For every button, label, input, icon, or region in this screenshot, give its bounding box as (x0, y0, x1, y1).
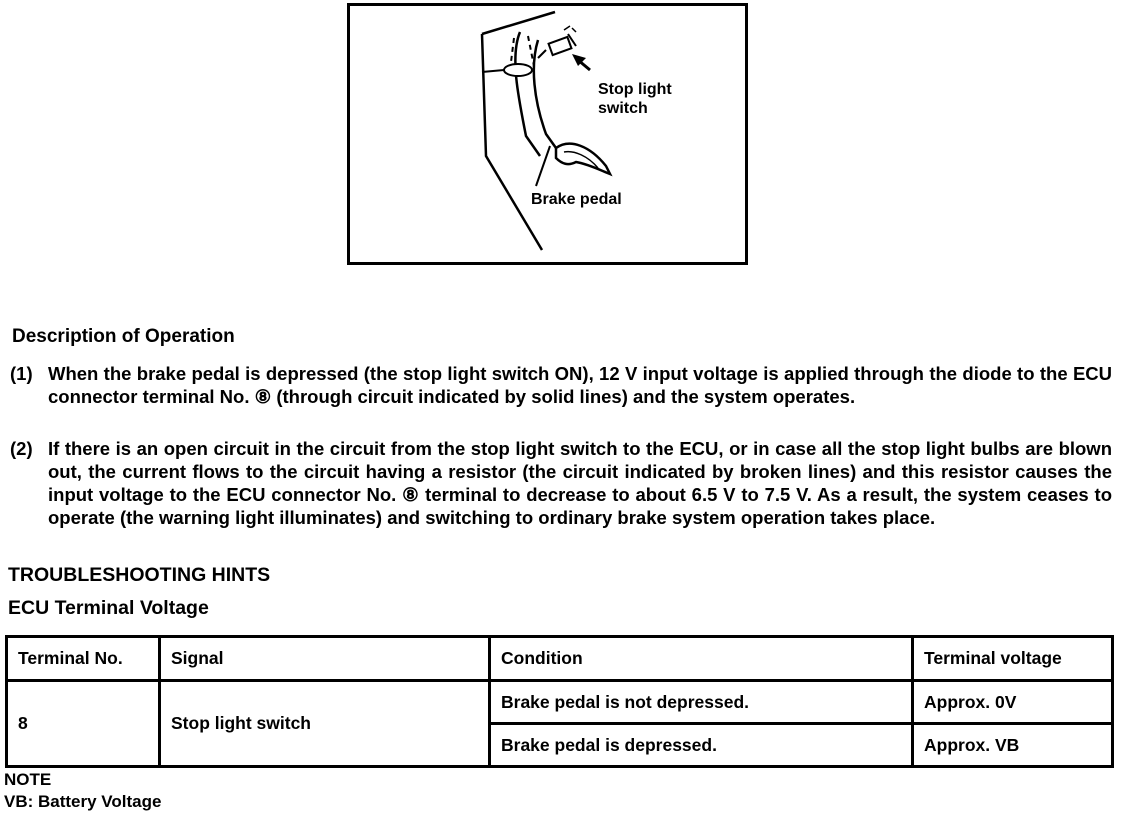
signal-cell: Stop light switch (160, 681, 490, 767)
terminal-number-cell: 8 (7, 681, 160, 767)
header-terminal-no: Terminal No. (7, 637, 160, 681)
table-row (7, 681, 1113, 724)
note-title: NOTE (4, 770, 52, 789)
ecu-terminal-voltage-heading: ECU Terminal Voltage (8, 597, 209, 619)
item-text: When the brake pedal is depressed (the stop light switch ON), 12 V input voltage is applied through the diode to the ECU connector terminal No. ⑧ (through circuit indicated by solid lines) and the system operates. (48, 363, 1112, 407)
stop-light-switch-label (598, 80, 672, 118)
brake-pedal-label: Brake pedal (531, 191, 622, 208)
condition-cell: Brake pedal is not depressed. (490, 681, 913, 724)
header-terminal-voltage: Terminal voltage (913, 637, 1113, 681)
header-signal: Signal (160, 637, 490, 681)
ecu-terminal-voltage-table (5, 635, 1114, 768)
stop-light-switch-label-line1: Stop light (598, 81, 672, 98)
note-block (4, 769, 161, 813)
brake-pedal-figure (347, 3, 748, 265)
item-number: (1) (10, 363, 33, 384)
description-heading: Description of Operation (12, 326, 235, 347)
voltage-cell: Approx. VB (913, 724, 1113, 767)
brake-pedal-illustration (350, 6, 745, 262)
item-number: (2) (10, 438, 33, 459)
description-item-1 (10, 362, 1112, 408)
troubleshooting-heading: TROUBLESHOOTING HINTS (8, 564, 271, 586)
condition-cell: Brake pedal is depressed. (490, 724, 913, 767)
table-header-row (7, 637, 1113, 681)
item-text: If there is an open circuit in the circuit from the stop light switch to the ECU, or in case all the stop light bulbs are blown out, the current flows to the circuit having a resistor (the circuit indicated by broken lines) and this resistor causes the input voltage to the ECU connector No. ⑧ terminal to decrease to about 6.5 V to 7.5 V. As a result, the system ceases to operate (the warning light illuminates) and switching to ordinary brake system operation takes place. (48, 438, 1112, 528)
stop-light-switch-label-line2: switch (598, 100, 648, 117)
description-item-2 (10, 437, 1112, 529)
header-condition: Condition (490, 637, 913, 681)
voltage-cell: Approx. 0V (913, 681, 1113, 724)
note-text: VB: Battery Voltage (4, 792, 162, 811)
